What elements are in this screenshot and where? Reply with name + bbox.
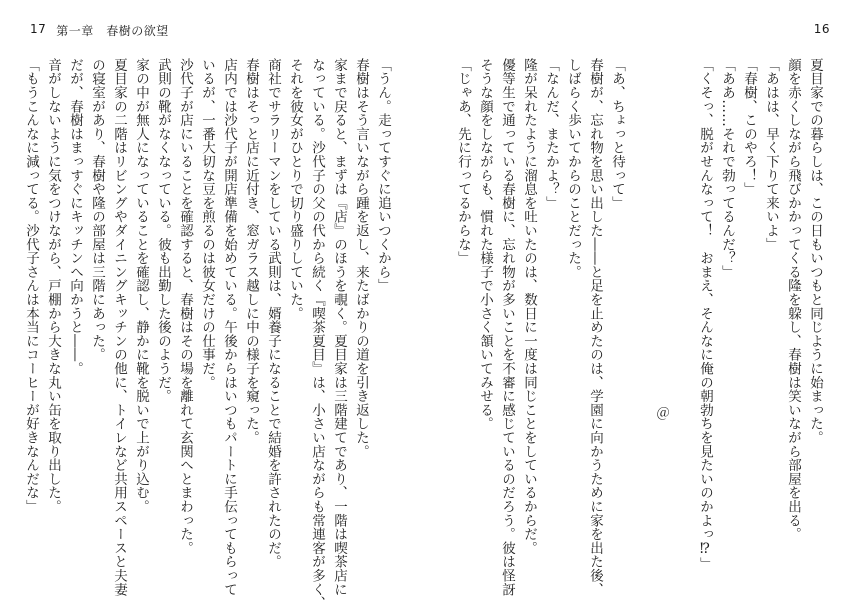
right-page-header <box>814 22 830 36</box>
text-line: 「じゃあ、先に行ってるからな」 <box>455 58 471 265</box>
text-line: 優等生で通っている春樹に、忘れ物が多いことを不審に感じているのだろう。彼は怪訝 <box>499 58 515 597</box>
text-line: 商社でサラリーマンをしている武則は、婿養子になることで結婚を許されたのだ。 <box>265 58 281 569</box>
text-line: 「春樹、このやろ！」 <box>741 58 757 196</box>
left-page-body <box>23 58 394 610</box>
text-line: 夏目家での暮らしは、この日もいつもと同じように始まった。 <box>807 58 823 445</box>
text-line: 隆が呆れたように溜息を吐いたのは、数日に一度は同じことをしているからだ。 <box>521 58 537 555</box>
left-page-header <box>30 22 169 39</box>
text-line: 「なんだ、またかよ？」 <box>543 58 559 210</box>
blank-line <box>628 58 650 578</box>
right-page-body <box>455 58 826 597</box>
text-line: 店内では沙代子が開店準備を始めている。午後からはいつもパートに手伝ってもらって <box>221 58 237 597</box>
section-separator: ＠ <box>653 406 669 420</box>
text-line: 「もうこんなに減ってる。沙代子さんは本当にコーヒーが好きなんだな」 <box>23 58 39 514</box>
text-line: 「うん。走ってすぐに追いつくから」 <box>375 58 391 293</box>
text-line: それを彼女がひとりで切り盛りしていた。 <box>287 58 303 321</box>
text-line: いるが、一番大切な豆を煎るのは彼女だけの仕事だ。 <box>199 58 215 390</box>
text-line: 家の中が無人になっていることを確認し、静かに靴を脱いで上がり込む。 <box>133 58 149 514</box>
left-page-number: 17 <box>30 22 47 36</box>
text-line: 春樹はそっと店に近付き、窓ガラス越しに中の様子を窺った。 <box>243 58 259 445</box>
text-line: 音がしないように気をつけながら、戸棚から大きな丸い缶を取り出した。 <box>45 58 61 514</box>
text-line: 武則の靴がなくなっている。彼も出勤した後のようだ。 <box>155 58 171 403</box>
text-line: 「あ、ちょっと待って」 <box>609 58 625 210</box>
right-page-number: 16 <box>813 22 830 36</box>
text-line: しばらく歩いてからのことだった。 <box>565 58 581 279</box>
text-line: だが、春樹はまっすぐにキッチンへ向かうと――。 <box>67 58 83 376</box>
text-line: なっている。沙代子の父の代から続く『喫茶夏目』は、小さい店ながらも常連客が多く、 <box>309 58 325 610</box>
text-line: の寝室があり、春樹や隆の部屋は三階にあった。 <box>89 58 105 362</box>
text-line: 「ああ……それで勃ってるんだ？」 <box>719 58 735 279</box>
text-line: 沙代子が店にいることを確認すると、春樹はその場を離れて玄関へとまわった。 <box>177 58 193 555</box>
text-line: そうな顔をしながらも、慣れた様子で小さく頷いてみせる。 <box>477 58 493 431</box>
text-line: 「くそっ、脱がせんなって！ おまえ、そんなに俺の朝勃ちを見たいのかよっ⁉」 <box>697 58 713 572</box>
text-line: 夏目家の二階はリビングやダイニングキッチンの他に、トイレなど共用スペースと夫妻 <box>111 58 127 597</box>
text-line: 春樹が、忘れ物を思い出した――と足を止めたのは、学園に向かうために家を出た後、 <box>587 58 603 597</box>
text-line: 家まで戻ると、まずは『店』のほうを覗く。夏目家は三階建てであり、一階は喫茶店に <box>331 58 347 597</box>
book-gutter <box>430 0 431 606</box>
text-line: 「あはは、早く下りて来いよ」 <box>763 58 779 252</box>
text-line: 春樹はそう言いながら踵を返し、来たばかりの道を引き返した。 <box>353 58 369 459</box>
text-line: 顔を赤くしながら飛びかかってくる隆を躱し、春樹は笑いながら部屋を出る。 <box>785 58 801 541</box>
blank-line <box>672 58 694 578</box>
chapter-title: 第一章 春樹の欲望 <box>56 24 169 38</box>
